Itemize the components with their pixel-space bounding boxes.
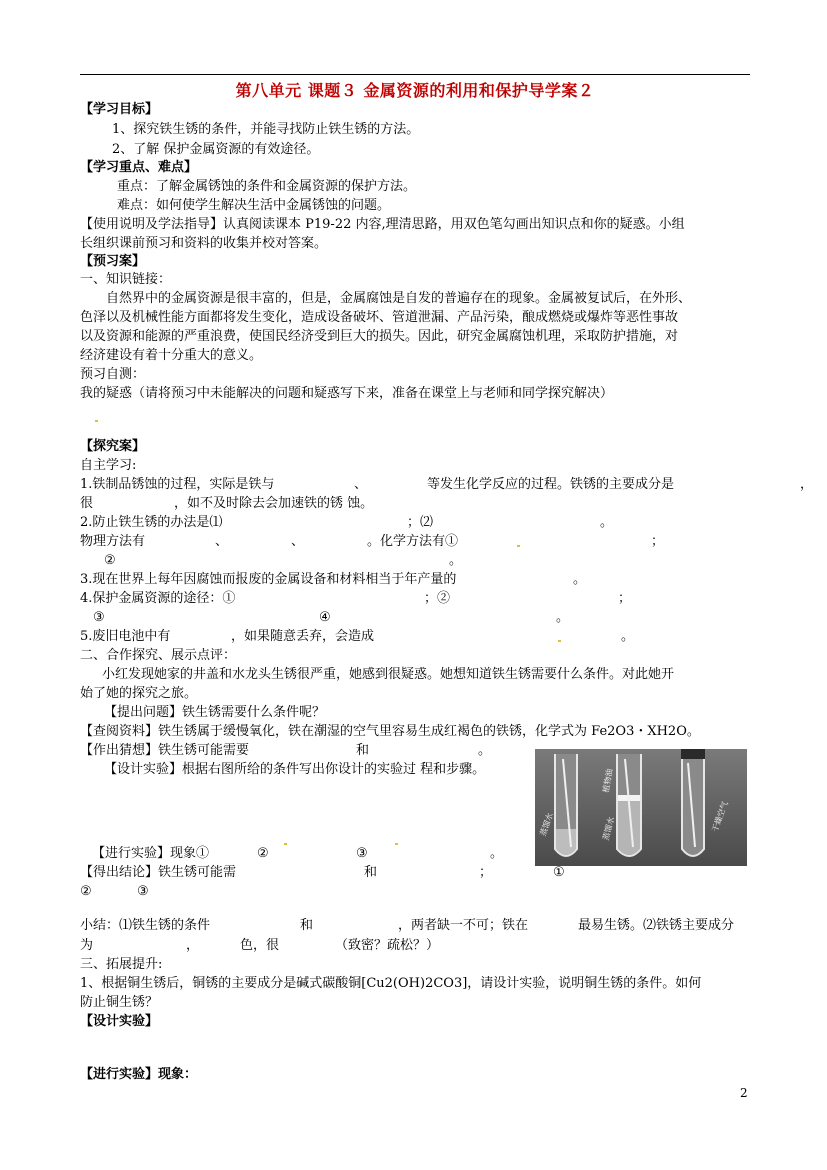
conduct-text-b: ② — [257, 846, 269, 861]
q4-text-e: ④ — [319, 610, 331, 625]
design-experiment: 【设计实验】根据右图所给的条件写出你设计的实验过 程和步骤。 — [104, 762, 486, 777]
q3-text-a: 3.现在世界上每年因腐蚀而报废的金属设备和材料相当于年产量的 — [80, 572, 457, 587]
decorative-dot — [517, 545, 520, 547]
decorative-dot — [558, 640, 561, 642]
q2-text-c: 。 — [600, 515, 614, 530]
preview-paragraph-3: 以及资源和能源的严重浪费，使国民经济受到巨大的损失。因此，研究金属腐蚀机理，采取防护措施，对 — [80, 329, 679, 344]
reference-info: 【查阅资料】铁生锈属于缓慢氧化，铁在潮湿的空气里容易生成红褐色的铁锈，化学式为 Fe2O3・XH2O。 — [80, 724, 700, 739]
conclusion-text-f: ③ — [137, 884, 149, 899]
test-tubes-illustration — [535, 749, 747, 866]
q1-text-d: ， — [800, 477, 814, 492]
q4-text-c: ； — [618, 591, 632, 606]
q1-text-f: ，如不及时除去会加速铁的锈 蚀。 — [174, 496, 374, 511]
conduct-text-a: 【进行实验】现象① — [92, 846, 210, 861]
objectives-heading: 【学习目标】 — [80, 102, 159, 117]
conclusion-text-c: ； — [479, 865, 493, 880]
summary-text-d: 最易生锈。⑵铁锈主要成分 — [578, 918, 735, 933]
keypoint-difficult: 难点：如何使学生解决生活中金属锈蚀的问题。 — [117, 198, 391, 213]
q4-text-d: ③ — [93, 610, 105, 625]
extension-heading: 三、拓展提升: — [80, 957, 163, 972]
header-rule — [80, 74, 750, 75]
q2-text-i: ② — [104, 553, 116, 568]
label-distilled-water-1: 蒸馏水 — [538, 811, 556, 838]
q2-text-h: ； — [651, 534, 665, 549]
label-dry-air: 干燥空气 — [710, 800, 730, 834]
guess-text-b: 和 — [356, 743, 370, 758]
objective-item-1: 1、探究铁生锈的条件，并能寻找防止铁生锈的方法。 — [112, 122, 420, 137]
guess-text-a: 【作出猜想】铁生锈可能需要 — [80, 743, 250, 758]
decorative-dot — [284, 843, 287, 845]
page-number: 2 — [740, 1086, 748, 1100]
q2-text-e: 、 — [215, 534, 229, 549]
q2-text-a: 2.防止铁生锈的办法是⑴ — [80, 515, 223, 530]
preview-paragraph-4: 经济建设有着十分重大的意义。 — [80, 348, 263, 363]
page-title: 第八单元 课题３ 金属资源的利用和保护导学案２ — [235, 81, 595, 100]
coop-heading: 二、合作探究、展示点评： — [80, 648, 237, 663]
preview-paragraph-2: 色泽以及机械性能方面都将发生变化，造成设备破坏、管道泄漏、产品污染，酿成燃烧或爆炸等恶性事故 — [80, 310, 679, 325]
summary-text-f: ， — [186, 938, 200, 953]
test-tubes-figure — [535, 749, 747, 866]
q1-text-b: 、 — [354, 477, 368, 492]
q4-text-f: 。 — [556, 610, 570, 625]
extension-design: 【设计实验】 — [80, 1014, 159, 1029]
q1-text-e: 很 — [80, 496, 94, 511]
q5-text-a: 5.废旧电池中有 — [80, 629, 171, 644]
conclusion-text-b: 和 — [364, 865, 378, 880]
guess-text-c: 。 — [478, 743, 492, 758]
conclusion-text-e: ② — [80, 884, 92, 899]
knowledge-link-heading: 一、知识链接： — [80, 272, 172, 287]
q1-text-a: 1.铁制品锈蚀的过程，实际是铁与 — [80, 477, 275, 492]
summary-text-a: 小结：⑴铁生锈的条件 — [80, 918, 211, 933]
summary-text-c: ，两者缺一不可；铁在 — [398, 918, 529, 933]
q2-text-d: 物理方法有 — [80, 534, 146, 549]
summary-text-e: 为 — [80, 938, 94, 953]
guide-line-2: 长组织课前预习和资料的收集并校对答案。 — [80, 236, 328, 251]
keypoints-heading: 【学习重点、难点】 — [80, 160, 198, 175]
doubts-prompt: 我的疑惑（请将预习中未能解决的问题和疑惑写下来，准备在课堂上与老师和同学探究解决） — [80, 386, 614, 401]
conduct-text-c: ③ — [356, 846, 368, 861]
summary-text-b: 和 — [300, 918, 314, 933]
keypoint-key: 重点：了解金属锈蚀的条件和金属资源的保护方法。 — [117, 179, 417, 194]
raise-question: 【提出问题】铁生锈需要什么条件呢？ — [104, 705, 326, 720]
q2-text-f: 、 — [291, 534, 305, 549]
label-vegetable-oil: 植物油 — [601, 768, 615, 794]
preview-heading: 【预习案】 — [80, 254, 146, 269]
extension-conduct: 【进行实验】现象： — [80, 1067, 198, 1082]
extension-line-2: 防止铜生锈？ — [80, 995, 159, 1010]
extension-line-1: 1、根据铜生锈后，铜锈的主要成分是碱式碳酸铜[Cu2(OH)2CO3]，请设计实验，说明铜生锈的条件。如何 — [80, 976, 702, 991]
summary-text-g: 色，很 — [240, 938, 280, 953]
conclusion-text-d: ① — [553, 865, 565, 880]
q5-text-c: 。 — [621, 629, 635, 644]
q3-text-b: 。 — [573, 572, 587, 587]
q5-text-b: ，如果随意丢弃，会造成 — [231, 629, 375, 644]
conduct-text-d: 。 — [490, 846, 504, 861]
decorative-dot — [395, 843, 398, 845]
label-distilled-water-2: 蒸馏水 — [601, 815, 617, 842]
conclusion-text-a: 【得出结论】铁生锈可能需 — [80, 865, 237, 880]
story-line-2: 始了她的探究之旅。 — [80, 686, 198, 701]
q2-text-g: 。化学方法有① — [367, 534, 459, 549]
q1-text-c: 等发生化学反应的过程。铁锈的主要成分是 — [427, 477, 675, 492]
decorative-dot — [95, 420, 98, 422]
preview-paragraph-1: 自然界中的金属资源是很丰富的，但是，金属腐蚀是自发的普遍存在的现象。金属被复试后，在外形、 — [106, 291, 692, 306]
self-test-label: 预习自测： — [80, 367, 146, 382]
q4-text-b: ；② — [424, 591, 451, 606]
q2-text-b: ；⑵ — [407, 515, 434, 530]
guide-line-1: 【使用说明及学法指导】认真阅读课本 P19-22 内容,理清思路，用双色笔勾画出知识点和你的疑惑。小组 — [80, 217, 685, 232]
self-study-label: 自主学习: — [80, 458, 137, 473]
story-line-1: 小红发现她家的井盖和水龙头生锈很严重，她感到很疑惑。她想知道铁生锈需要什么条件。对此她开 — [102, 667, 675, 682]
q2-text-j: 。 — [449, 553, 463, 568]
summary-text-h: （致密？疏松？） — [335, 938, 440, 953]
q4-text-a: 4.保护金属资源的途径：① — [80, 591, 236, 606]
objective-item-2: 2、了解 保护金属资源的有效途径。 — [112, 142, 320, 157]
inquiry-heading: 【探究案】 — [80, 439, 146, 454]
